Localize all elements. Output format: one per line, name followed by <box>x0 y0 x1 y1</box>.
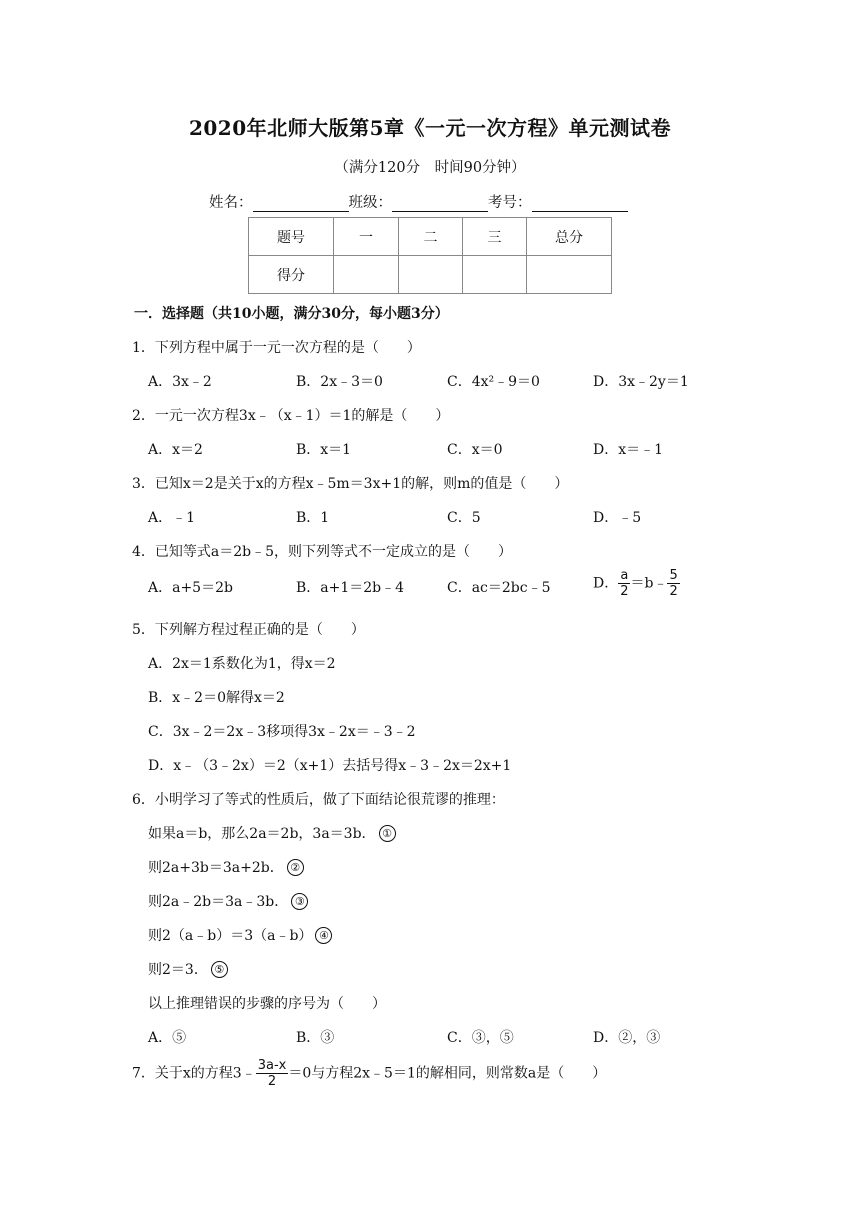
question-6-step-3 <box>148 891 308 911</box>
question-3-option-a[interactable]: A．﹣1 <box>148 510 196 526</box>
fraction-numerator: 5 <box>669 568 678 583</box>
question-5-option-b[interactable]: B．x﹣2＝0解得x＝2 <box>148 690 285 706</box>
question-6-option-d[interactable]: D．②，③ <box>593 1030 661 1046</box>
step-text: 则2（a﹣b）＝3（a﹣b） <box>148 928 313 944</box>
question-4-option-d[interactable] <box>593 568 680 599</box>
question-6-ask: 以上推理错误的步骤的序号为（ ） <box>148 996 386 1012</box>
step-text: 则2＝3． <box>148 962 208 978</box>
class-blank[interactable] <box>392 193 488 212</box>
question-6-step-5 <box>148 959 228 979</box>
question-3-stem: 3．已知x＝2是关于x的方程x﹣5m＝3x+1的解，则m的值是（ ） <box>132 476 569 492</box>
question-2-option-b[interactable]: B．x＝1 <box>296 442 352 458</box>
step-number-5: ⑤ <box>211 961 228 978</box>
stem-end: ＝0与方程2x﹣5＝1的解相同，则常数a是（ ） <box>288 1065 607 1082</box>
question-3-option-d[interactable]: D．﹣5 <box>593 510 642 526</box>
class-label: 班级： <box>348 195 392 211</box>
score-cell: 三 <box>463 218 527 256</box>
score-input-cell[interactable] <box>463 256 527 294</box>
score-cell: 一 <box>334 218 399 256</box>
question-2-option-c[interactable]: C．x＝0 <box>447 442 503 458</box>
question-1-option-a[interactable]: A．3x﹣2 <box>148 374 212 390</box>
question-7-stem <box>132 1058 606 1089</box>
question-1-option-b[interactable]: B．2x﹣3＝0 <box>296 374 383 390</box>
score-input-cell[interactable] <box>527 256 612 294</box>
question-1-option-c[interactable]: C．4x²﹣9＝0 <box>447 374 540 390</box>
step-text: 则2a﹣2b＝3a﹣3b． <box>148 894 289 910</box>
fraction-numerator: a <box>620 568 629 583</box>
step-text: 如果a＝b，那么2a＝2b，3a＝3b． <box>148 826 376 842</box>
page-subtitle: （满分120分 时间90分钟） <box>334 160 526 176</box>
section-heading: 一．选择题（共10小题，满分30分，每小题3分） <box>134 306 449 322</box>
question-5-option-d[interactable]: D．x﹣（3﹣2x）＝2（x+1）去括号得x﹣3﹣2x＝2x+1 <box>148 758 512 774</box>
fraction-denominator: 2 <box>267 1074 277 1089</box>
question-2-option-a[interactable]: A．x＝2 <box>148 442 203 458</box>
question-5-option-c[interactable]: C．3x﹣2＝2x﹣3移项得3x﹣2x＝﹣3﹣2 <box>148 724 416 740</box>
name-label: 姓名： <box>209 195 253 211</box>
question-4-option-a[interactable]: A．a+5＝2b <box>148 580 233 596</box>
step-number-2: ② <box>287 859 304 876</box>
question-1-stem: 1．下列方程中属于一元一次方程的是（ ） <box>132 340 421 356</box>
score-table-score-row <box>249 256 612 294</box>
question-4-option-b[interactable]: B．a+1＝2b﹣4 <box>296 580 405 596</box>
fraction <box>256 1058 289 1089</box>
question-2-option-d[interactable]: D．x＝﹣1 <box>593 442 664 458</box>
question-2-stem: 2．一元一次方程3x﹣（x﹣1）＝1的解是（ ） <box>132 408 450 424</box>
step-text: 则2a+3b＝3a+2b． <box>148 860 284 876</box>
step-number-3: ③ <box>291 893 308 910</box>
question-4-stem: 4．已知等式a＝2b﹣5，则下列等式不一定成立的是（ ） <box>132 544 513 560</box>
question-5-option-a[interactable]: A．2x＝1系数化为1，得x＝2 <box>148 656 336 672</box>
question-4-option-c[interactable]: C．ac＝2bc﹣5 <box>447 580 551 596</box>
score-input-cell[interactable] <box>399 256 463 294</box>
step-number-1: ① <box>379 825 396 842</box>
question-1-option-d[interactable]: D．3x﹣2y＝1 <box>593 374 689 390</box>
question-6-step-4 <box>148 925 332 945</box>
question-6-option-b[interactable]: B．③ <box>296 1030 335 1046</box>
fraction <box>667 568 679 599</box>
question-6-step-1 <box>148 823 396 843</box>
question-6-option-a[interactable]: A．⑤ <box>148 1030 187 1046</box>
score-input-cell[interactable] <box>334 256 399 294</box>
fraction-denominator: 2 <box>620 584 629 599</box>
fraction-denominator: 2 <box>669 584 678 599</box>
fraction-numerator: 3a-x <box>257 1058 287 1073</box>
question-6-option-c[interactable]: C．③，⑤ <box>447 1030 514 1046</box>
exam-no-blank[interactable] <box>532 193 628 212</box>
fraction <box>618 568 630 599</box>
exam-no-label: 考号： <box>488 195 532 211</box>
step-number-4: ④ <box>315 927 332 944</box>
score-table <box>248 217 612 294</box>
score-cell: 题号 <box>249 218 334 256</box>
score-cell: 得分 <box>249 256 334 294</box>
stem-start: 7．关于x的方程3﹣ <box>132 1065 256 1082</box>
student-info-line <box>209 191 628 212</box>
score-table-header-row <box>249 218 612 256</box>
question-5-stem: 5．下列解方程过程正确的是（ ） <box>132 622 365 638</box>
score-cell: 二 <box>399 218 463 256</box>
page-title: 2020年北师大版第5章《一元一次方程》单元测试卷 <box>188 116 672 140</box>
option-d-middle: ＝b﹣ <box>630 575 668 592</box>
score-cell: 总分 <box>527 218 612 256</box>
question-3-option-c[interactable]: C．5 <box>447 510 481 526</box>
name-blank[interactable] <box>253 193 349 212</box>
question-6-step-2 <box>148 857 304 877</box>
question-6-stem: 6．小明学习了等式的性质后，做了下面结论很荒谬的推理： <box>132 792 505 808</box>
question-3-option-b[interactable]: B．1 <box>296 510 330 526</box>
option-d-prefix: D． <box>593 575 619 592</box>
